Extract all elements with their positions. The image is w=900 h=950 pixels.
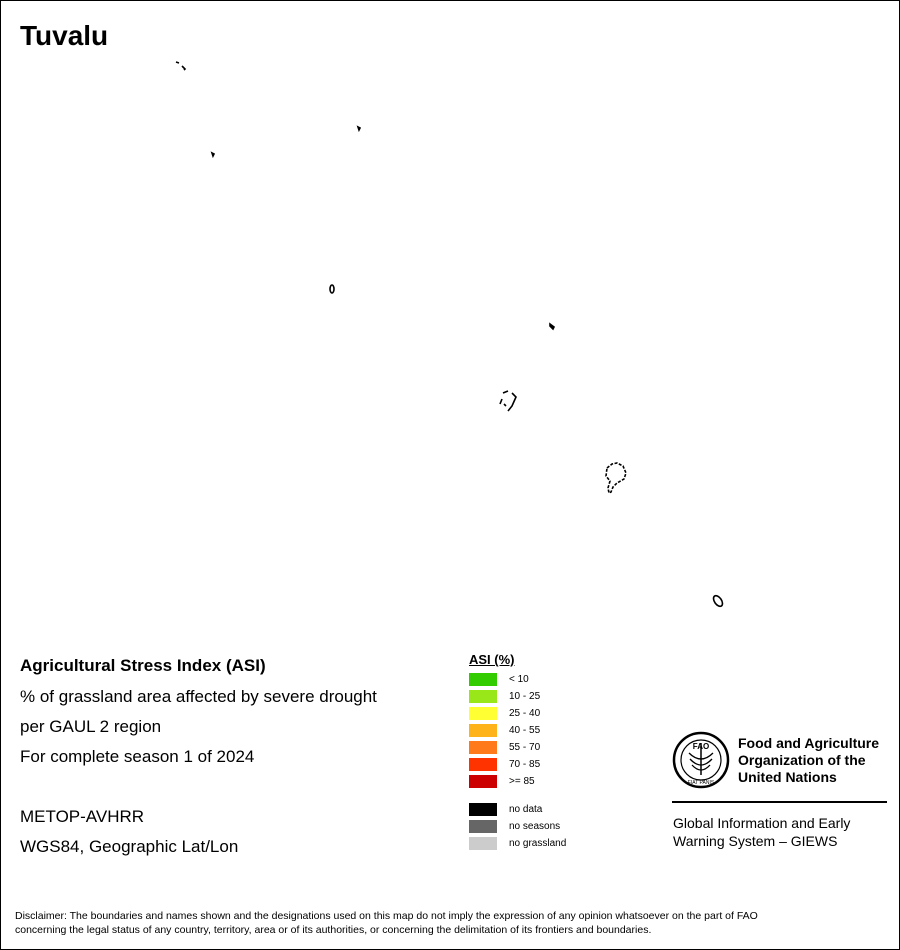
legend (469, 652, 609, 852)
fao-logo-letters: FAO (692, 742, 710, 751)
divider (672, 801, 887, 803)
legend-label: no seasons (509, 821, 561, 832)
index-description-line-1: % of grassland area affected by severe drought (20, 687, 377, 706)
legend-item (469, 722, 609, 739)
fao-name-line: Organization of the (738, 752, 866, 768)
legend-label: >= 85 (509, 776, 535, 787)
map-title: Tuvalu (20, 20, 109, 51)
legend-item (469, 688, 609, 705)
island-nanumanga (212, 153, 214, 156)
legend-label: < 10 (509, 674, 529, 685)
legend-swatch (469, 803, 497, 816)
legend-title: ASI (%) (469, 652, 515, 667)
index-title: Agricultural Stress Index (ASI) (20, 656, 266, 675)
island-nukufetau (500, 391, 516, 411)
legend-swatch (469, 758, 497, 771)
legend-label: 10 - 25 (509, 691, 541, 702)
legend-item (469, 671, 609, 688)
disclaimer (15, 909, 885, 937)
island-funafuti (606, 463, 626, 493)
legend-swatch (469, 837, 497, 850)
island-nukulaelae (712, 594, 725, 608)
projection-label: WGS84, Geographic Lat/Lon (20, 837, 239, 856)
fao-name-line: Food and Agriculture (738, 735, 880, 751)
legend-item (469, 756, 609, 773)
legend-label: 25 - 40 (509, 708, 541, 719)
legend-label: 40 - 55 (509, 725, 541, 736)
legend-swatch (469, 724, 497, 737)
legend-swatch (469, 741, 497, 754)
island-nanumea (176, 62, 185, 70)
fao-name-line: United Nations (738, 769, 837, 785)
legend-swatch (469, 690, 497, 703)
legend-label: 55 - 70 (509, 742, 541, 753)
legend-swatch (469, 707, 497, 720)
island-niutao (358, 127, 360, 130)
fao-logo (672, 731, 730, 789)
legend-item-no-seasons (469, 818, 609, 835)
island-nui (330, 285, 334, 293)
legend-item-no-grassland (469, 835, 609, 852)
fao-logo-motto: FIAT PANIS (687, 780, 715, 786)
sensor-label: METOP-AVHRR (20, 807, 145, 826)
giews-line: Warning System – GIEWS (673, 833, 838, 849)
giews-line: Global Information and Early (673, 815, 851, 831)
disclaimer-line: Disclaimer: The boundaries and names shown and the designations used on this map do not imply the expression of any opinion whatsoever on the part of FAO (15, 910, 758, 922)
legend-item (469, 773, 609, 790)
legend-swatch (469, 820, 497, 833)
legend-label: no data (509, 804, 543, 815)
legend-item (469, 705, 609, 722)
fao-name (738, 735, 879, 786)
legend-swatch (469, 775, 497, 788)
legend-swatch (469, 673, 497, 686)
legend-item (469, 739, 609, 756)
legend-item-no-data (469, 801, 609, 818)
season-description: For complete season 1 of 2024 (20, 747, 255, 766)
island-vaitupu (550, 324, 554, 329)
legend-label: no grassland (509, 838, 567, 849)
index-description-line-2: per GAUL 2 region (20, 717, 162, 736)
giews-name (673, 814, 850, 850)
legend-label: 70 - 85 (509, 759, 541, 770)
disclaimer-line: concerning the legal status of any country, territory, area or of its authorities, or concerning the delimitation of its frontiers and boundaries. (15, 924, 652, 936)
